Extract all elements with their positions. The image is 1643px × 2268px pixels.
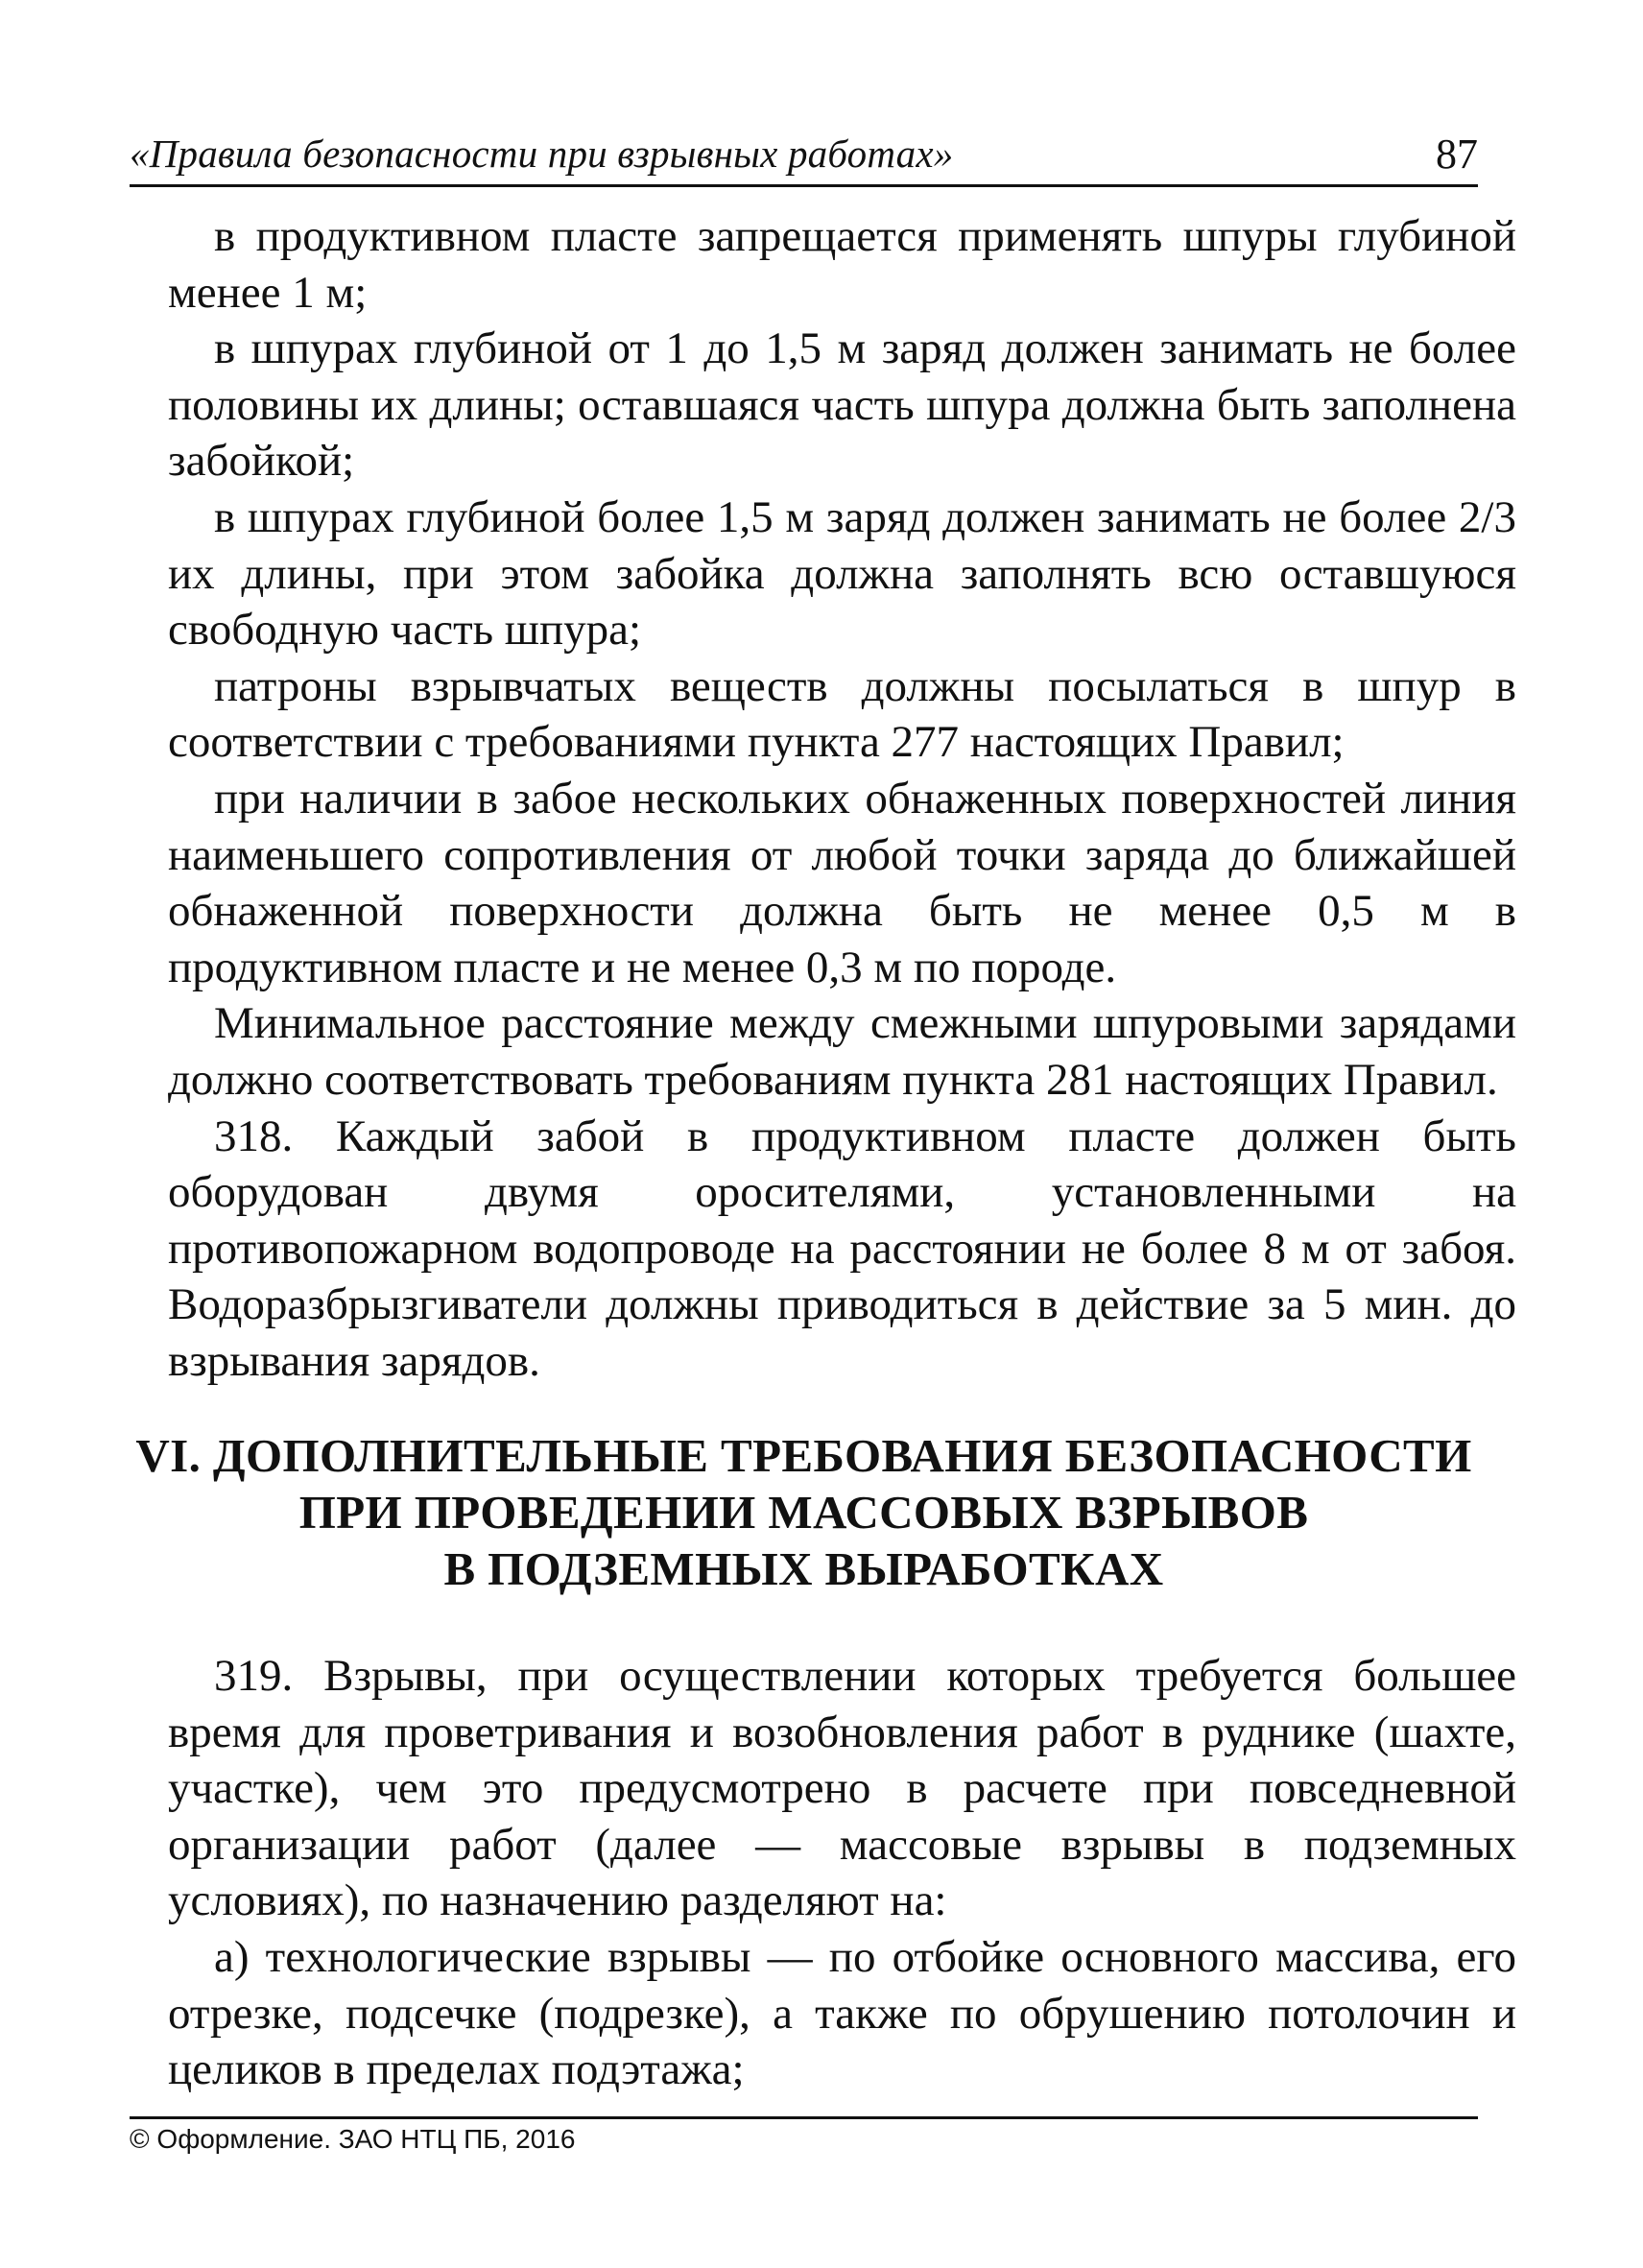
paragraph: Минимальное расстояние между смежными шпуровыми зарядами должно соответствовать требованиям пункта 281 настоящих Правил. xyxy=(168,998,1516,1105)
footer-copyright: © Оформление. ЗАО НТЦ ПБ, 2016 xyxy=(130,2124,576,2154)
section-heading-line: ПРИ ПРОВЕДЕНИИ МАССОВЫХ ВЗРЫВОВ xyxy=(298,1486,1309,1539)
running-header xyxy=(130,132,1478,187)
section-heading xyxy=(130,1427,1478,1597)
paragraph: а) технологические взрывы — по отбойке основного массива, его отрезке, подсечке (подрезке), а также по обрушению потолочин и целиков в пределах подэтажа; xyxy=(168,1931,1516,2095)
paragraph-319: 319. Взрывы, при осуществлении которых требуется большее время для проветривания и возобновления работ в руднике (шахте, участке), чем это предусмотрено в расчете при повседневной организации работ (далее — массовые взрывы в подземных условиях), по назначению разделяют на: xyxy=(168,1651,1516,1926)
paragraph: при наличии в забое нескольких обнаженных поверхностей линия наименьшего сопротивления от любой точки заряда до ближайшей обнаженной поверхности должна быть не менее 0,5 м в продуктивном пласте и не менее 0,3 м по породе. xyxy=(168,773,1516,992)
paragraph: в шпурах глубиной от 1 до 1,5 м заряд должен занимать не более половины их длины; оставшаяся часть шпура должна быть заполнена забойкой; xyxy=(168,323,1516,487)
body-text-top xyxy=(168,208,1516,1389)
running-header-title: «Правила безопасности при взрывных работах» xyxy=(130,131,954,176)
body-text-bottom xyxy=(168,1648,1516,2098)
paragraph-318: 318. Каждый забой в продуктивном пласте должен быть оборудован двумя оросителями, установленными на противопожарном водопроводе на расстоянии не более 8 м от забоя. Водоразбрызгиватели должны приводиться в действие за 5 мин. до взрывания зарядов. xyxy=(168,1110,1516,1386)
section-heading-line: VI. ДОПОЛНИТЕЛЬНЫЕ ТРЕБОВАНИЯ БЕЗОПАСНОСТИ xyxy=(135,1429,1472,1482)
paragraph: патроны взрывчатых веществ должны посылаться в шпур в соответствии с требованиями пункта 277 настоящих Правил; xyxy=(168,660,1516,768)
page-number: 87 xyxy=(1436,131,1478,178)
section-heading-line: В ПОДЗЕМНЫХ ВЫРАБОТКАХ xyxy=(443,1542,1164,1595)
footer-divider xyxy=(130,2116,1478,2119)
paragraph: в шпурах глубиной более 1,5 м заряд должен занимать не более 2/3 их длины, при этом забойка должна заполнять всю оставшуюся свободную часть шпура; xyxy=(168,491,1516,656)
paragraph: в продуктивном пласте запрещается применять шпуры глубиной менее 1 м; xyxy=(168,211,1516,318)
